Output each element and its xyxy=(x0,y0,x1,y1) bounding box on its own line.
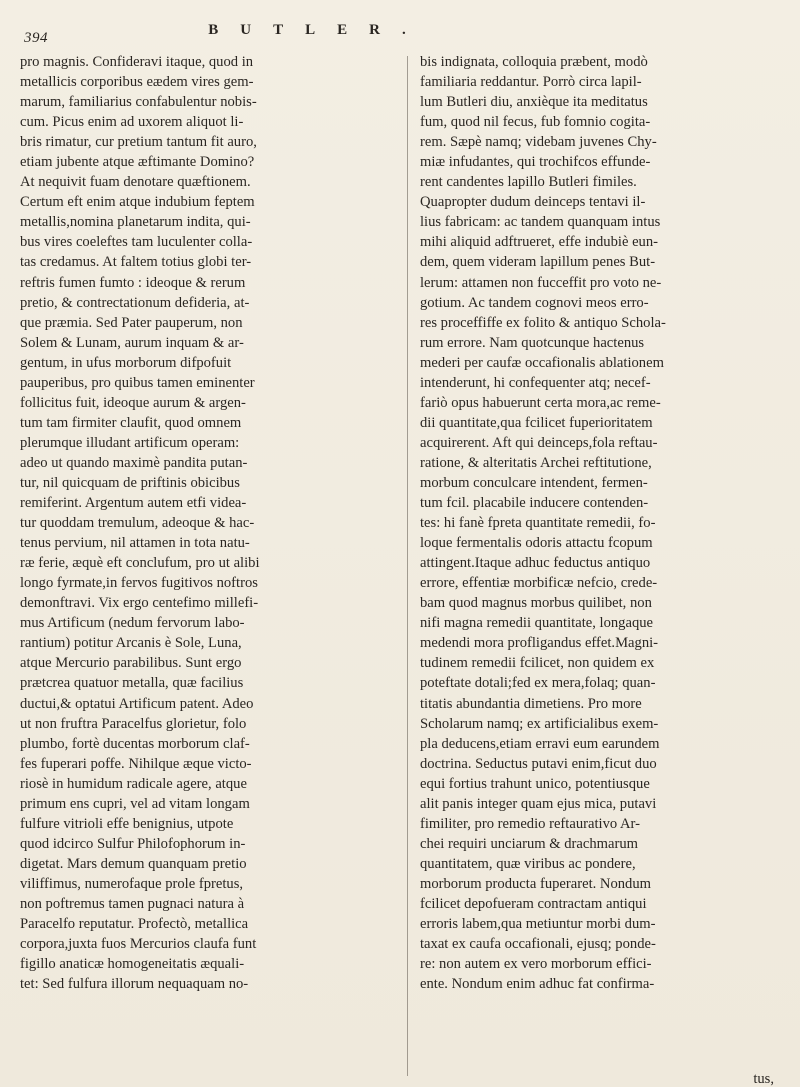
left-column-line: fes fuperari poffe. Nihilque æque victo- xyxy=(20,755,252,772)
right-column-line: doctrina. Seductus putavi enim,ficut duo xyxy=(420,755,657,772)
right-column-line: res proceffiffe ex folito & antiquo Schola- xyxy=(420,314,666,331)
right-column-line: tudinem remedii fcilicet, non quidem ex xyxy=(420,655,655,672)
left-column-line: ductui,& optatui Artificum patent. Adeo xyxy=(20,695,254,712)
catchword: tus, xyxy=(753,1071,774,1087)
left-column-line: metallicis corporibus eædem vires gem- xyxy=(20,74,254,91)
left-column-line: etiam jubente atque æftimante Domino? xyxy=(20,154,255,171)
left-column-line: fulfure vitrioli effe benignius, utpote xyxy=(20,815,234,832)
left-column-line: tet: Sed fulfura illorum nequaquam no- xyxy=(20,976,249,993)
left-column-line: metallis,nomina planetarum indita, qui- xyxy=(20,214,251,231)
right-column-line: equi fortius trahunt unico, potentiusque xyxy=(420,775,650,792)
right-column-line: chei requiri unciarum & drachmarum xyxy=(420,835,639,852)
right-column-line: erroris labem,qua metiuntur morbi dum- xyxy=(420,916,656,933)
left-column-line: gentum, in ufus morborum difpofuit xyxy=(20,354,232,371)
left-column-line: figillo anaticæ homogeneitatis æquali- xyxy=(20,956,245,973)
left-column-line: riosè in humidum radicale agere, atque xyxy=(20,775,247,792)
right-column-line: morbum conculcare intendent, fermen- xyxy=(420,474,648,491)
right-column-line: alit panis integer quam ejus mica, putavi xyxy=(420,795,657,812)
right-column-line: Scholarum namq; ex artificialibus exem- xyxy=(420,715,659,732)
left-column-line: bris rimatur, cur pretium tantum fit auro, xyxy=(20,134,257,151)
left-column-line: pauperibus, pro quibus tamen eminenter xyxy=(20,374,255,391)
left-column-line: bus vires coeleftes tam luculenter colla- xyxy=(20,234,253,251)
right-column-line: pla deducens,etiam erravi eum earundem xyxy=(420,735,660,752)
left-column-line: cum. Picus enim ad uxorem aliquot li- xyxy=(20,114,244,131)
left-column-line: plerumque illudant artificum operam: xyxy=(20,434,240,451)
left-column-line: mus Artificum (nedum fervorum labo- xyxy=(20,615,245,632)
page-number: 394 xyxy=(24,30,48,46)
right-column-line: ratione, & alteritatis Archei reftitutione, xyxy=(420,454,652,471)
left-column-line: adeo ut quando maximè pandita putan- xyxy=(20,454,248,471)
right-column-line: bis indignata, colloquia præbent, modò xyxy=(420,54,648,70)
right-column-line: attingent.Itaque adhuc feductus antiquo xyxy=(420,555,651,572)
right-column-line: rum errore. Nam quotcunque hactenus xyxy=(420,334,645,351)
right-column-line: fum, quod nil fecus, fub fomnio cogita- xyxy=(420,114,651,131)
left-column-line: Paracelfo reputatur. Profectò, metallica xyxy=(20,916,249,933)
left-column-line: reftris fumen fumto : ideoque & rerum xyxy=(20,274,246,291)
page-header xyxy=(18,22,782,56)
left-column-line: tur, nil quicquam de priftinis obicibus xyxy=(20,474,240,491)
left-column-line: rantium) potitur Arcanis è Sole, Luna, xyxy=(20,635,242,652)
right-column-line: mihi aliquid adftrueret, effe indubiè eun- xyxy=(420,234,659,251)
right-column-line: tes: hi fanè fpreta quantitate remedii, fo- xyxy=(420,515,656,532)
left-column-line: Certum eft enim atque indubium feptem xyxy=(20,194,255,211)
left-column-line: ræ ferie, æquè eft conclufum, pro ut alibi xyxy=(20,555,260,572)
left-column-line: plumbo, fortè ducentas morborum claf- xyxy=(20,735,250,752)
left-column-line: que præmia. Sed Pater pauperum, non xyxy=(20,314,243,331)
left-column-line: marum, familiarius confabulentur nobis- xyxy=(20,94,257,111)
left-column-line: tum tam firmiter claufit, quod omnem xyxy=(20,414,242,431)
right-column-line: dii quantitate,qua fcilicet fuperioritatem xyxy=(420,414,653,431)
left-column-line: prætcrea quatuor metalla, quæ facilius xyxy=(20,675,244,692)
left-column-line: ut non fruftra Paracelfus glorietur, folo xyxy=(20,715,247,732)
left-column-line: longo fyrmate,in fervos fugitivos noftros xyxy=(20,575,258,592)
right-column-line: dem, quem videram lapillum penes But- xyxy=(420,254,656,271)
right-column-line: fimiliter, pro remedio reftaurativo Ar- xyxy=(420,815,640,832)
left-column xyxy=(20,52,400,994)
right-column-line: fcilicet depofueram contractam antiqui xyxy=(420,895,647,912)
right-column-line: acquirerent. Aft qui deinceps,fola reftau- xyxy=(420,434,658,451)
right-column-line: bam quod magnus morbus quilibet, non xyxy=(420,595,652,612)
right-column-line: mederi per caufæ occafionalis ablationem xyxy=(420,354,664,371)
right-column-line: gotium. Ac tandem cognovi meos erro- xyxy=(420,294,649,311)
left-column-line: quod idcirco Sulfur Philofophorum in- xyxy=(20,835,246,852)
right-column-line: titatis abundantia dimetiens. Pro more xyxy=(420,695,642,712)
right-column-line: loque fermentalis odoris attactu fcopum xyxy=(420,535,653,552)
right-column-line: poteftate dotali;fed ex mera,folaq; quan- xyxy=(420,675,656,692)
left-column-line: corpora,juxta fuos Mercurios claufa funt xyxy=(20,936,257,953)
running-head: BUTLER. xyxy=(208,22,428,38)
left-column-line: Solem & Lunam, aurum inquam & ar- xyxy=(20,334,244,351)
left-column-line: demonftravi. Vix ergo centefimo millefi- xyxy=(20,595,259,612)
right-column-line: quantitatem, quæ viribus ac pondere, xyxy=(420,855,636,872)
right-column-line: nifi magna remedii quantitate, longaque xyxy=(420,615,654,632)
right-column-line: fariò opus habuerunt certa mora,ac reme- xyxy=(420,394,661,411)
right-column-line: miæ infudantes, qui trochifcos effunde- xyxy=(420,154,651,171)
left-column-line: tur quoddam tremulum, adeoque & hac- xyxy=(20,515,255,532)
right-column-line: lius fabricam: ac tandem quanquam intus xyxy=(420,214,661,231)
left-column-line: follicitus fuit, ideoque aurum & argen- xyxy=(20,394,246,411)
left-column-line: digetat. Mars demum quanquam pretio xyxy=(20,855,247,872)
left-column-line: atque Mercurio parabilibus. Sunt ergo xyxy=(20,655,242,672)
left-column-line: At nequivit fuam denotare quæftionem. xyxy=(20,174,251,191)
right-column xyxy=(420,52,788,994)
left-column-line: non poftremus tamen pugnaci natura à xyxy=(20,895,245,912)
left-column-line: tenus pervium, nil attamen in tota natu- xyxy=(20,535,250,552)
left-column-line: pro magnis. Confideravi itaque, quod in xyxy=(20,54,254,70)
right-column-line: tum fcil. placabile inducere contenden- xyxy=(420,495,649,512)
right-column-line: re: non autem ex vero morborum effici- xyxy=(420,956,652,973)
right-column-line: medendi mora profligandus effet.Magni- xyxy=(420,635,659,652)
right-column-line: taxat ex caufa occafionali, ejusq; ponde- xyxy=(420,936,656,953)
right-column-line: intenderunt, hi confequenter atq; necef- xyxy=(420,374,651,391)
right-column-line: ente. Nondum enim adhuc fat confirma- xyxy=(420,976,655,993)
right-column-line: rent candentes lapillo Butleri fimiles. xyxy=(420,174,637,191)
right-column-line: familiaria reddantur. Porrò circa lapil- xyxy=(420,74,642,91)
right-column-line: rem. Sæpè namq; videbam juvenes Chy- xyxy=(420,134,657,151)
left-column-line: tas credamus. At faltem totius globi ter- xyxy=(20,254,252,271)
left-column-line: primum ens cupri, vel ad vitam longam xyxy=(20,795,250,812)
right-column-line: Quapropter dudum deinceps tentavi il- xyxy=(420,194,646,211)
left-column-line: remiferint. Argentum autem etfi videa- xyxy=(20,495,247,512)
right-column-line: lerum: attamen non fucceffit pro voto ne- xyxy=(420,274,662,291)
right-column-line: errore, effentiæ morbificæ nefcio, crede- xyxy=(420,575,658,592)
right-column-line: lum Butleri diu, anxièque ita meditatus xyxy=(420,94,648,111)
right-column-line: morborum producta fuperaret. Nondum xyxy=(420,875,651,892)
left-column-line: pretio, & contrectationum defideria, at- xyxy=(20,294,250,311)
column-divider xyxy=(407,56,408,1076)
text-columns xyxy=(0,52,800,1087)
left-column-line: viliffimus, numerofaque prole fpretus, xyxy=(20,875,244,892)
